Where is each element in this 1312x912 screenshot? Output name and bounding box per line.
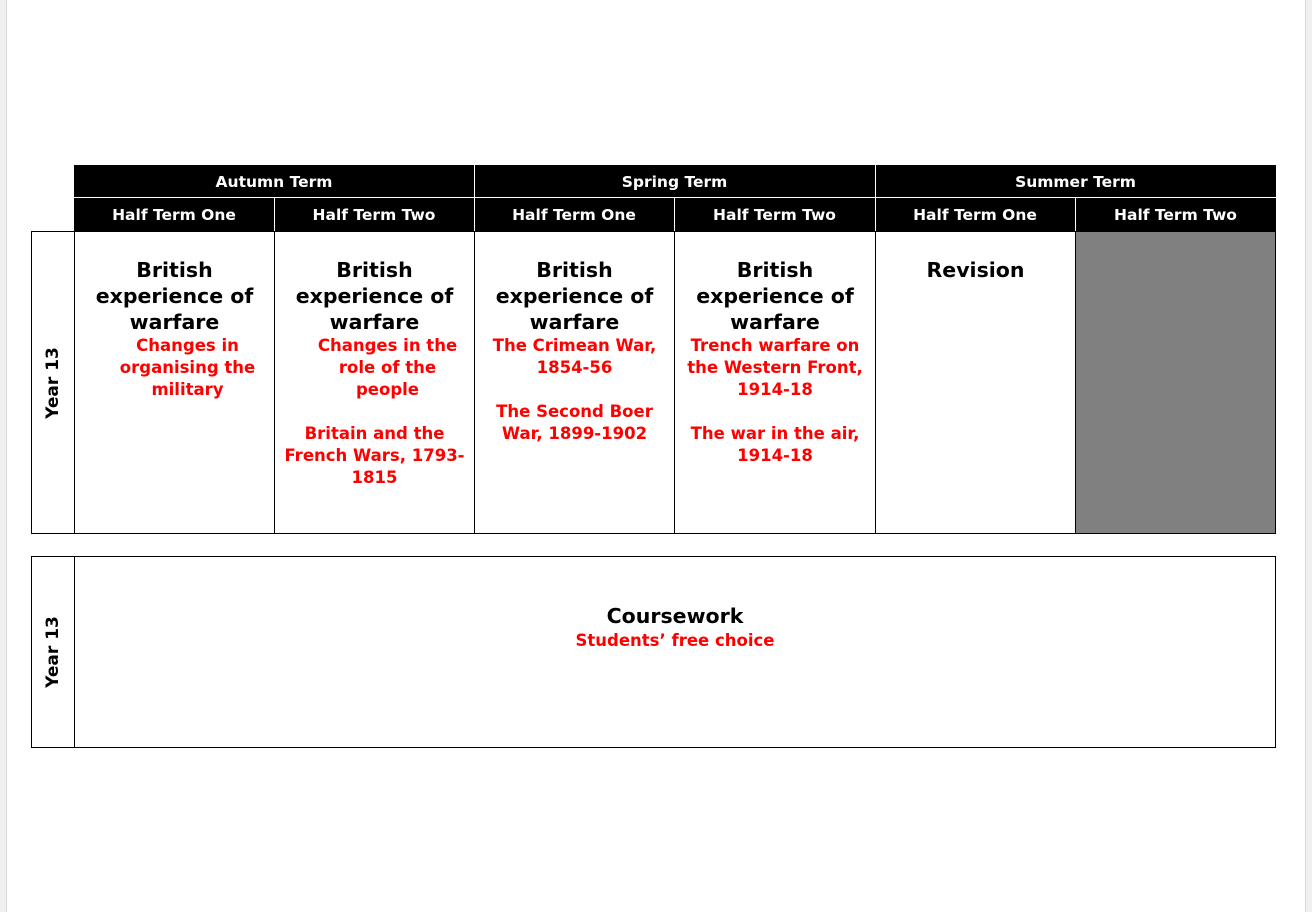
topic-detail: Changes in the role of the people (317, 336, 458, 399)
spring-term-label: Spring Term (621, 172, 728, 191)
autumn-term-header (74, 165, 474, 198)
half-term-label: Half Term One (512, 205, 636, 224)
empty-shaded-cell (1075, 231, 1276, 534)
timetable-cell (74, 231, 275, 534)
half-term-header (674, 198, 875, 231)
topic-title: British experience of warfare (495, 258, 654, 334)
year-label: Year 13 (43, 346, 63, 419)
half-term-header (1075, 198, 1276, 231)
year-label: Year 13 (43, 616, 63, 688)
header-divider (474, 165, 475, 231)
half-term-header (274, 198, 474, 231)
header-divider (674, 198, 675, 231)
topic-detail: The Second Boer War, 1899-1902 (496, 402, 653, 443)
summer-term-header (875, 165, 1276, 198)
coursework-subtitle: Students’ free choice (575, 631, 775, 650)
summer-term-label: Summer Term (1015, 172, 1136, 191)
half-term-label: Half Term One (112, 205, 236, 224)
row-label-cell (31, 231, 75, 534)
half-term-label: Half Term Two (713, 205, 836, 224)
header-divider (875, 165, 876, 231)
timetable-cell (474, 231, 675, 534)
header-divider (1075, 198, 1076, 231)
topic-title: British experience of warfare (95, 258, 254, 334)
topic-detail: The Crimean War, 1854-56 (492, 336, 657, 377)
header-divider (74, 197, 1276, 198)
topic-detail: Changes in organising the military (119, 336, 256, 399)
half-term-header (74, 198, 274, 231)
timetable-cell (274, 231, 475, 534)
timetable-cell (674, 231, 876, 534)
topic-title: Revision (926, 258, 1025, 282)
half-term-label: Half Term Two (312, 205, 436, 224)
topic-detail: Britain and the French Wars, 1793-1815 (284, 424, 465, 487)
autumn-term-label: Autumn Term (215, 172, 333, 191)
document-page (6, 0, 1306, 912)
timetable-cell (875, 231, 1076, 534)
half-term-header (474, 198, 674, 231)
spring-term-header (474, 165, 875, 198)
topic-detail: Trench warfare on the Western Front, 1914-18 (687, 336, 863, 399)
coursework-cell (74, 556, 1276, 748)
half-term-label: Half Term One (913, 205, 1037, 224)
topic-detail: The war in the air, 1914-18 (690, 424, 860, 465)
half-term-label: Half Term Two (1114, 205, 1237, 224)
topic-title: British experience of warfare (696, 258, 854, 334)
header-divider (274, 198, 275, 231)
coursework-title: Coursework (606, 604, 744, 628)
topic-title: British experience of warfare (295, 258, 454, 334)
row-label-cell (31, 556, 75, 748)
half-term-header (875, 198, 1075, 231)
